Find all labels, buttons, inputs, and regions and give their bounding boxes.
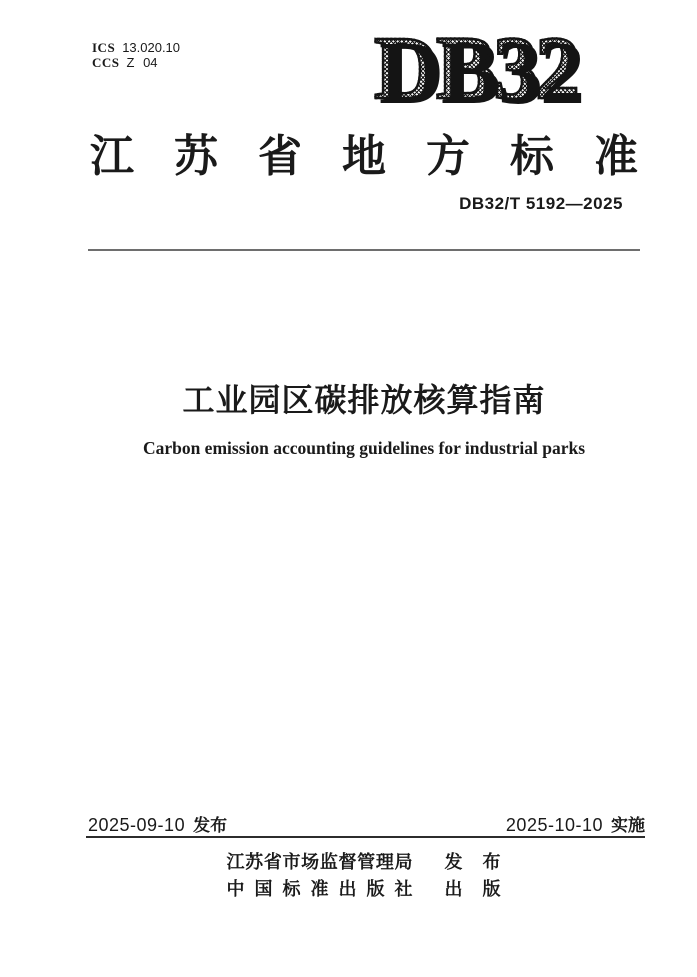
standard-code: DB32/T 5192—2025 [459, 194, 623, 213]
document-title-en: Carbon emission accounting guidelines for industrial parks [142, 438, 586, 458]
ccs-label: CCS [92, 55, 120, 70]
document-title-zh: 工业园区碳排放核算指南 [182, 382, 546, 418]
db32-logo: DB32 [374, 19, 578, 118]
ics-code [92, 40, 180, 55]
implement-date: 2025-10-10 [505, 815, 603, 835]
publisher-row-issuer [227, 853, 501, 873]
standard-category-title: 江苏省地方标准 [90, 132, 638, 181]
footer-divider [86, 836, 645, 838]
issue-date-group [88, 811, 227, 836]
implement-date-group [506, 811, 645, 836]
publisher-issuer-name: 江苏省市场监督管理局 [226, 852, 413, 872]
ccs-value: Z 04 [126, 55, 158, 70]
implement-label: 实施 [611, 816, 645, 835]
publisher-press-name: 中国标准出版社 [226, 878, 413, 899]
publisher-row-press [227, 880, 501, 900]
publisher-block [15, 853, 697, 900]
publisher-issuer-action: 发布 [444, 852, 501, 872]
publisher-press-action: 出版 [444, 878, 501, 899]
issue-label: 发布 [193, 816, 228, 835]
ics-value: 13.020.10 [122, 40, 181, 55]
classification-codes [92, 40, 180, 70]
issue-date: 2025-09-10 [88, 815, 186, 835]
header-divider [88, 249, 640, 251]
ccs-code [92, 55, 180, 70]
date-row [88, 811, 645, 836]
ics-label: ICS [92, 40, 116, 55]
